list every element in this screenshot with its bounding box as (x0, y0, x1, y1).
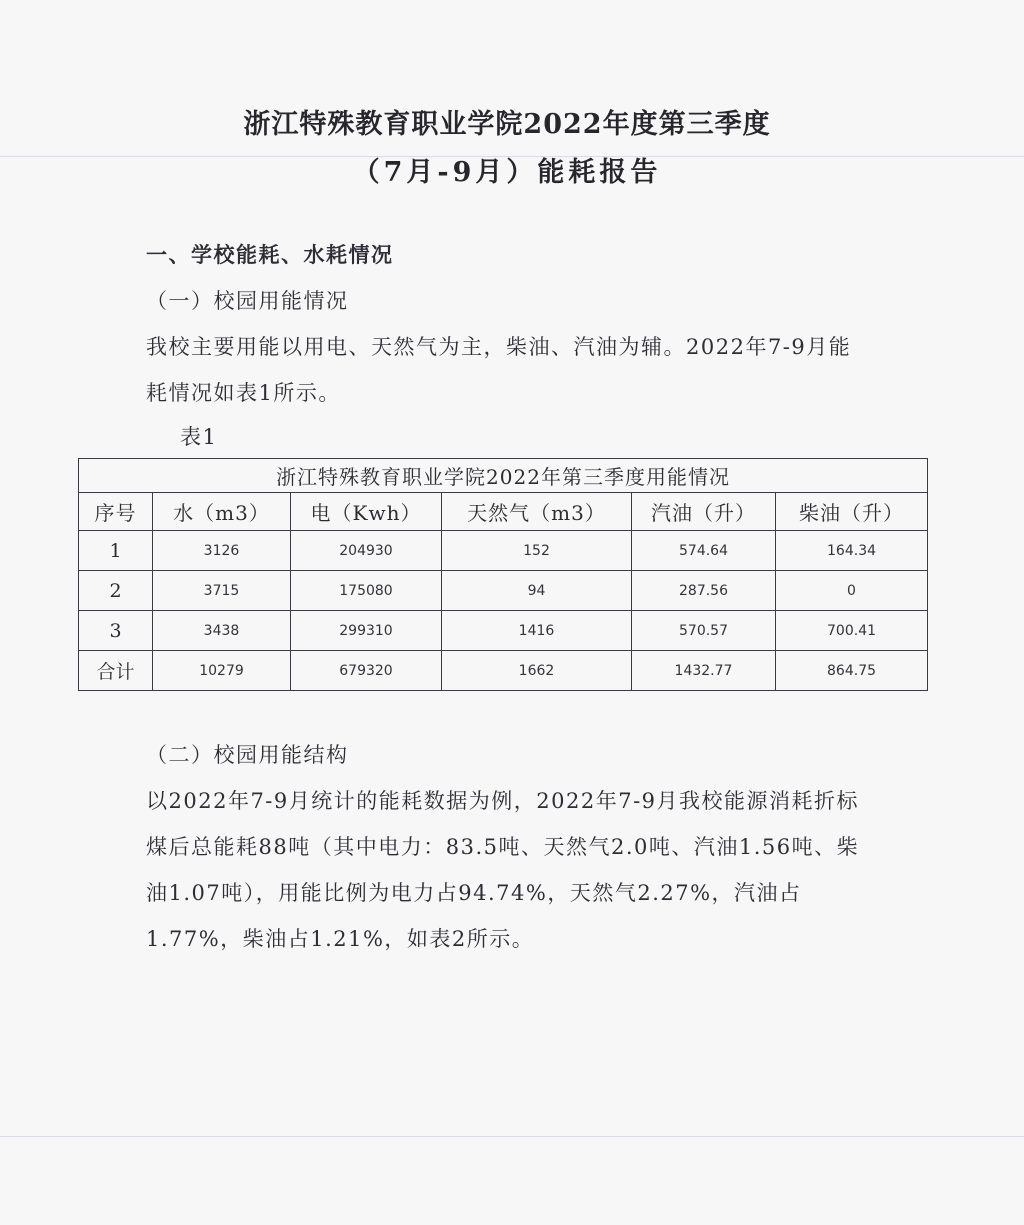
paragraph-energy-usage: 我校主要用能以用电、天然气为主，柴油、汽油为辅。2022年7-9月能耗情况如表1所示。 (146, 335, 852, 405)
cell-water: 3126 (153, 531, 291, 571)
table-row (79, 531, 928, 571)
subsection2-heading: （二）校园用能结构 (146, 743, 349, 767)
cell-electricity: 204930 (291, 531, 442, 571)
cell-electricity: 679320 (291, 651, 442, 691)
table-label: 表1 (180, 425, 218, 449)
cell-natural-gas: 94 (442, 571, 632, 611)
header-natural-gas: 天然气（m3） (442, 493, 632, 531)
cell-gasoline: 1432.77 (632, 651, 776, 691)
cell-diesel: 700.41 (776, 611, 928, 651)
cell-diesel: 864.75 (776, 651, 928, 691)
header-diesel: 柴油（升） (776, 493, 928, 531)
subsection1-heading: （一）校园用能情况 (146, 289, 349, 313)
table-row (79, 611, 928, 651)
table-caption: 浙江特殊教育职业学院2022年第三季度用能情况 (79, 459, 928, 493)
table-row (79, 571, 928, 611)
table-header-row (79, 493, 928, 531)
table-total-row (79, 651, 928, 691)
energy-table-container (78, 458, 927, 691)
section1-heading: 一、学校能耗、水耗情况 (146, 242, 394, 267)
cell-index: 1 (79, 531, 153, 571)
cell-natural-gas: 1662 (442, 651, 632, 691)
report-title-line1: 浙江特殊教育职业学院2022年度第三季度 (243, 109, 771, 140)
cell-natural-gas: 1416 (442, 611, 632, 651)
header-electricity: 电（Kwh） (291, 493, 442, 531)
report-title-line2: （7月-9月）能耗报告 (352, 157, 662, 188)
scan-artifact-line (0, 1136, 1024, 1137)
cell-water: 3438 (153, 611, 291, 651)
cell-electricity: 299310 (291, 611, 442, 651)
cell-water: 10279 (153, 651, 291, 691)
cell-total-label: 合计 (79, 651, 153, 691)
cell-diesel: 0 (776, 571, 928, 611)
cell-natural-gas: 152 (442, 531, 632, 571)
cell-gasoline: 574.64 (632, 531, 776, 571)
header-index: 序号 (79, 493, 153, 531)
cell-water: 3715 (153, 571, 291, 611)
table-caption-row (79, 459, 928, 493)
header-water: 水（m3） (153, 493, 291, 531)
cell-gasoline: 570.57 (632, 611, 776, 651)
cell-diesel: 164.34 (776, 531, 928, 571)
cell-index: 2 (79, 571, 153, 611)
cell-electricity: 175080 (291, 571, 442, 611)
cell-index: 3 (79, 611, 153, 651)
cell-gasoline: 287.56 (632, 571, 776, 611)
header-gasoline: 汽油（升） (632, 493, 776, 531)
energy-usage-table (78, 458, 928, 691)
paragraph-energy-structure: 以2022年7-9月统计的能耗数据为例，2022年7-9月我校能源消耗折标煤后总能耗88吨（其中电力：83.5吨、天然气2.0吨、汽油1.56吨、柴油1.07吨），用能比例为电力占94.74%，天然气2.27%，汽油占1.77%，柴油占1.21%，如表2所示。 (146, 789, 860, 951)
